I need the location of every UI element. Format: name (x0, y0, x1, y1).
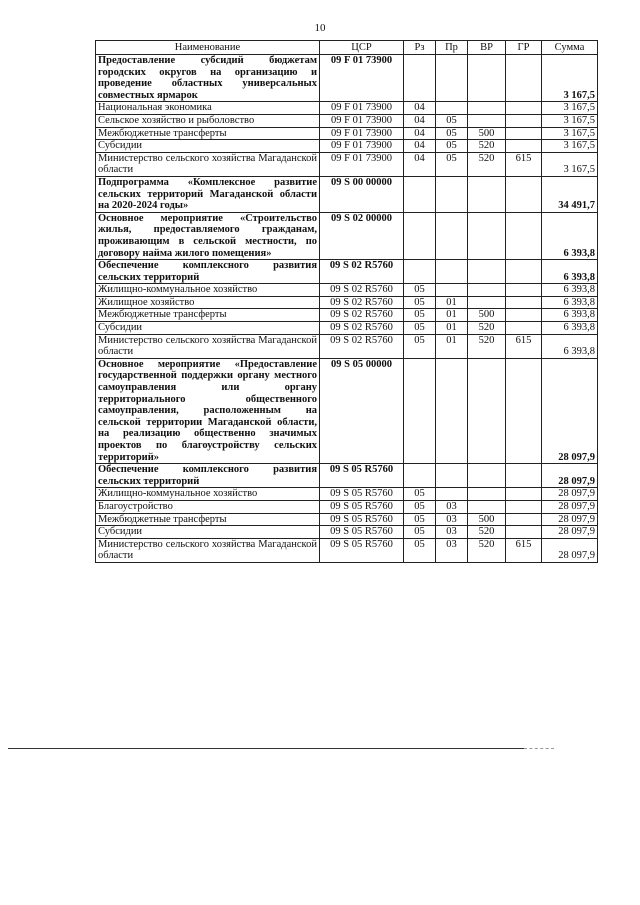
table-row (96, 358, 598, 463)
cell-sum: 3 167,5 (542, 55, 598, 102)
cell-rz (404, 464, 436, 488)
cell-rz: 04 (404, 127, 436, 140)
cell-pr: 03 (436, 500, 468, 513)
cell-csr: 09 S 00 00000 (320, 176, 404, 212)
cell-pr: 05 (436, 152, 468, 176)
cell-csr: 09 S 02 R5760 (320, 260, 404, 284)
cell-vr: 500 (468, 127, 506, 140)
cell-pr (436, 102, 468, 115)
table-row (96, 102, 598, 115)
cell-gr (506, 526, 542, 539)
cell-vr: 520 (468, 140, 506, 153)
cell-rz: 05 (404, 526, 436, 539)
column-header-rz: Рз (404, 41, 436, 55)
cell-csr: 09 F 01 73900 (320, 140, 404, 153)
cell-name: Сельское хозяйство и рыболовство (96, 114, 320, 127)
cell-gr (506, 296, 542, 309)
table-row (96, 464, 598, 488)
column-header-csr: ЦСР (320, 41, 404, 55)
cell-csr: 09 S 05 R5760 (320, 500, 404, 513)
cell-gr (506, 464, 542, 488)
cell-pr: 01 (436, 322, 468, 335)
budget-table (95, 40, 598, 563)
cell-gr: 615 (506, 538, 542, 562)
table-row (96, 538, 598, 562)
cell-csr: 09 F 01 73900 (320, 55, 404, 102)
cell-csr: 09 S 05 00000 (320, 358, 404, 463)
cell-gr (506, 140, 542, 153)
footer-rule-tail (524, 748, 554, 749)
cell-rz: 04 (404, 102, 436, 115)
cell-vr (468, 488, 506, 501)
column-header-name: Наименование (96, 41, 320, 55)
cell-csr: 09 S 02 R5760 (320, 309, 404, 322)
column-header-pr: Пр (436, 41, 468, 55)
cell-rz: 05 (404, 334, 436, 358)
cell-name: Межбюджетные трансферты (96, 309, 320, 322)
cell-pr (436, 176, 468, 212)
cell-pr (436, 260, 468, 284)
cell-sum: 6 393,8 (542, 260, 598, 284)
cell-rz: 04 (404, 152, 436, 176)
cell-vr (468, 358, 506, 463)
cell-sum: 6 393,8 (542, 284, 598, 297)
cell-sum: 3 167,5 (542, 114, 598, 127)
cell-sum: 6 393,8 (542, 296, 598, 309)
cell-sum: 3 167,5 (542, 140, 598, 153)
cell-name: Подпрограмма «Комплексное развитие сельских территорий Магаданской области на 2020-2024 годы» (96, 176, 320, 212)
cell-name: Основное мероприятие «Предоставление государственной поддержки органу местного самоуправления или органу территориального общественного самоуправления, расположенным на сельской территории Магаданской области, на реализацию общественно значимых проектов по благоустройству сельских территорий» (96, 358, 320, 463)
cell-sum: 34 491,7 (542, 176, 598, 212)
cell-sum: 3 167,5 (542, 127, 598, 140)
column-header-gr: ГР (506, 41, 542, 55)
cell-rz: 05 (404, 500, 436, 513)
cell-vr (468, 284, 506, 297)
table-row (96, 526, 598, 539)
cell-gr (506, 260, 542, 284)
cell-sum: 6 393,8 (542, 322, 598, 335)
cell-pr (436, 464, 468, 488)
page-number: 10 (314, 22, 326, 34)
column-header-sum: Сумма (542, 41, 598, 55)
table-row (96, 488, 598, 501)
table-row (96, 284, 598, 297)
cell-sum: 3 167,5 (542, 152, 598, 176)
cell-gr (506, 176, 542, 212)
cell-csr: 09 F 01 73900 (320, 102, 404, 115)
cell-vr (468, 212, 506, 259)
cell-sum: 6 393,8 (542, 309, 598, 322)
cell-name: Обеспечение комплексного развития сельских территорий (96, 464, 320, 488)
cell-vr (468, 176, 506, 212)
cell-sum: 28 097,9 (542, 488, 598, 501)
table-row (96, 500, 598, 513)
cell-name: Жилищно-коммунальное хозяйство (96, 284, 320, 297)
cell-csr: 09 S 02 R5760 (320, 334, 404, 358)
table-row (96, 513, 598, 526)
cell-rz (404, 176, 436, 212)
cell-vr (468, 55, 506, 102)
cell-vr: 520 (468, 526, 506, 539)
cell-csr: 09 S 05 R5760 (320, 464, 404, 488)
table-row (96, 176, 598, 212)
cell-gr (506, 322, 542, 335)
cell-sum: 6 393,8 (542, 334, 598, 358)
cell-pr (436, 212, 468, 259)
cell-vr (468, 260, 506, 284)
cell-sum: 28 097,9 (542, 500, 598, 513)
cell-pr (436, 488, 468, 501)
cell-pr: 05 (436, 127, 468, 140)
cell-csr: 09 F 01 73900 (320, 152, 404, 176)
cell-pr: 01 (436, 296, 468, 309)
table-row (96, 322, 598, 335)
cell-vr: 500 (468, 309, 506, 322)
cell-name: Министерство сельского хозяйства Магаданской области (96, 538, 320, 562)
cell-sum: 28 097,9 (542, 464, 598, 488)
cell-vr: 520 (468, 152, 506, 176)
cell-pr: 03 (436, 513, 468, 526)
cell-name: Предоставление субсидий бюджетам городских округов на организацию и проведение областных универсальных совместных ярмарок (96, 55, 320, 102)
cell-sum: 6 393,8 (542, 212, 598, 259)
cell-vr (468, 102, 506, 115)
footer-rule (8, 748, 524, 749)
cell-csr: 09 S 05 R5760 (320, 513, 404, 526)
cell-csr: 09 S 02 R5760 (320, 322, 404, 335)
cell-gr (506, 500, 542, 513)
cell-pr (436, 55, 468, 102)
table-row (96, 114, 598, 127)
cell-gr (506, 114, 542, 127)
table-row (96, 260, 598, 284)
cell-gr (506, 127, 542, 140)
table-row (96, 212, 598, 259)
cell-csr: 09 S 05 R5760 (320, 488, 404, 501)
cell-gr (506, 488, 542, 501)
cell-vr: 520 (468, 322, 506, 335)
cell-gr (506, 513, 542, 526)
cell-csr: 09 S 02 R5760 (320, 284, 404, 297)
cell-rz (404, 212, 436, 259)
cell-rz: 04 (404, 114, 436, 127)
cell-name: Межбюджетные трансферты (96, 513, 320, 526)
cell-name: Жилищно-коммунальное хозяйство (96, 488, 320, 501)
cell-pr: 03 (436, 538, 468, 562)
cell-name: Субсидии (96, 526, 320, 539)
cell-rz: 05 (404, 309, 436, 322)
table-row (96, 55, 598, 102)
cell-sum: 28 097,9 (542, 358, 598, 463)
cell-sum: 28 097,9 (542, 538, 598, 562)
cell-pr: 05 (436, 114, 468, 127)
cell-gr (506, 212, 542, 259)
cell-sum: 3 167,5 (542, 102, 598, 115)
cell-name: Субсидии (96, 322, 320, 335)
cell-pr (436, 284, 468, 297)
cell-vr (468, 114, 506, 127)
cell-gr (506, 102, 542, 115)
cell-vr (468, 500, 506, 513)
cell-gr (506, 55, 542, 102)
cell-pr (436, 358, 468, 463)
cell-csr: 09 S 05 R5760 (320, 526, 404, 539)
cell-gr (506, 358, 542, 463)
cell-rz: 05 (404, 513, 436, 526)
table-row (96, 152, 598, 176)
cell-name: Межбюджетные трансферты (96, 127, 320, 140)
cell-pr: 01 (436, 309, 468, 322)
cell-name: Жилищное хозяйство (96, 296, 320, 309)
cell-name: Национальная экономика (96, 102, 320, 115)
cell-gr: 615 (506, 152, 542, 176)
table-row (96, 296, 598, 309)
cell-csr: 09 S 02 R5760 (320, 296, 404, 309)
cell-sum: 28 097,9 (542, 513, 598, 526)
cell-sum: 28 097,9 (542, 526, 598, 539)
cell-vr: 500 (468, 513, 506, 526)
cell-pr: 05 (436, 140, 468, 153)
column-header-vr: ВР (468, 41, 506, 55)
cell-vr (468, 464, 506, 488)
cell-csr: 09 F 01 73900 (320, 114, 404, 127)
cell-name: Основное мероприятие «Строительство жилья, предоставляемого гражданам, проживающим в сельской местности, по договору найма жилого помещения» (96, 212, 320, 259)
cell-name: Субсидии (96, 140, 320, 153)
cell-rz: 04 (404, 140, 436, 153)
cell-rz (404, 55, 436, 102)
cell-rz: 05 (404, 538, 436, 562)
table-row (96, 309, 598, 322)
cell-rz: 05 (404, 322, 436, 335)
cell-vr: 520 (468, 334, 506, 358)
cell-csr: 09 S 02 00000 (320, 212, 404, 259)
table-row (96, 334, 598, 358)
cell-rz (404, 260, 436, 284)
cell-gr (506, 309, 542, 322)
table-header-row (96, 41, 598, 55)
cell-vr (468, 296, 506, 309)
cell-name: Благоустройство (96, 500, 320, 513)
cell-vr: 520 (468, 538, 506, 562)
cell-rz (404, 358, 436, 463)
cell-name: Министерство сельского хозяйства Магаданской области (96, 334, 320, 358)
cell-rz: 05 (404, 488, 436, 501)
table-row (96, 127, 598, 140)
cell-pr: 03 (436, 526, 468, 539)
cell-gr: 615 (506, 334, 542, 358)
cell-pr: 01 (436, 334, 468, 358)
table-body (96, 55, 598, 563)
table-row (96, 140, 598, 153)
cell-gr (506, 284, 542, 297)
cell-name: Обеспечение комплексного развития сельских территорий (96, 260, 320, 284)
cell-rz: 05 (404, 284, 436, 297)
cell-csr: 09 S 05 R5760 (320, 538, 404, 562)
cell-csr: 09 F 01 73900 (320, 127, 404, 140)
cell-rz: 05 (404, 296, 436, 309)
cell-name: Министерство сельского хозяйства Магаданской области (96, 152, 320, 176)
